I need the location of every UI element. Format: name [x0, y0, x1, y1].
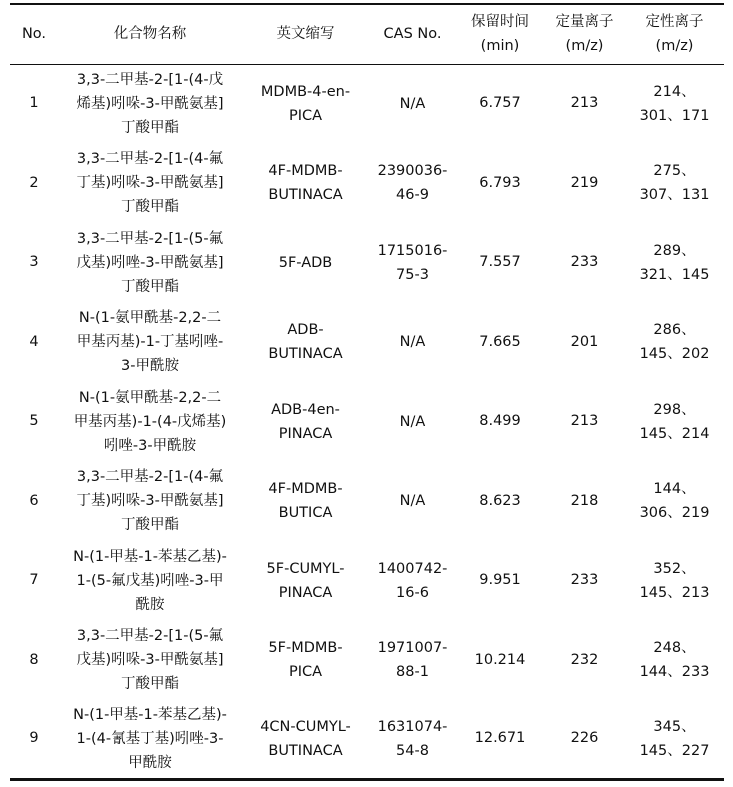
cell-abbreviation-line: BUTINACA	[268, 743, 343, 759]
cell-abbreviation-line: PICA	[288, 108, 323, 124]
table-row	[10, 700, 724, 780]
table-row	[10, 621, 724, 701]
table-row	[10, 303, 724, 383]
cell-cas-no-line: 1631074-	[377, 719, 448, 735]
cell-cas-no	[369, 700, 456, 780]
cell-compound-name-line: 甲基丙基)-1-丁基吲唑-	[76, 334, 224, 351]
cell-abbreviation	[242, 144, 369, 224]
header-qual-ion	[625, 4, 724, 64]
header-cas-no: CAS No.	[369, 4, 456, 64]
cell-abbreviation-line: 5F-MDMB-	[268, 640, 343, 657]
cell-quant-ion: 232	[570, 651, 599, 668]
cell-abbreviation-line: 5F-CUMYL-	[266, 560, 345, 577]
cell-abbreviation-line: 4F-MDMB-	[268, 481, 343, 498]
cell-compound-name	[58, 621, 242, 701]
cell-no: 8	[29, 651, 39, 668]
cell-qual-ion-line: 345、	[653, 719, 696, 735]
cell-qual-ion-line: 275、	[653, 163, 696, 180]
cell-compound-name-line: N-(1-甲基-1-苯基乙基)-	[73, 548, 227, 565]
table-row	[10, 382, 724, 462]
cell-compound-name-line: N-(1-氨甲酰基-2,2-二	[78, 389, 222, 406]
header-quant-ion-label: 定量离子	[555, 14, 614, 31]
cell-no: 6	[29, 492, 39, 509]
header-qual-ion-label: 定性离子	[645, 14, 704, 31]
cell-retention-time: 8.623	[479, 492, 521, 509]
cell-cas-no-line: 1400742-	[377, 560, 448, 577]
header-quant-ion-unit: (m/z)	[565, 38, 604, 55]
cell-abbreviation	[242, 223, 369, 303]
cell-abbreviation-line: PINACA	[278, 584, 333, 601]
cell-compound-name-line: 丁酸甲酯	[121, 278, 179, 295]
cell-abbreviation	[242, 621, 369, 701]
cell-compound-name-line: 烯基)吲哚-3-甲酰氨基]	[76, 96, 224, 112]
cell-quant-ion: 219	[570, 174, 599, 191]
cell-compound-name	[58, 541, 242, 621]
cell-qual-ion	[625, 462, 724, 542]
cell-abbreviation-line: 4CN-CUMYL-	[260, 719, 351, 735]
cell-abbreviation	[242, 462, 369, 542]
cell-abbreviation	[242, 382, 369, 462]
table-row	[10, 223, 724, 303]
table-body	[10, 64, 724, 780]
cell-compound-name-line: 3,3-二甲基-2-[1-(5-氟	[76, 628, 224, 645]
cell-cas-no	[369, 621, 456, 701]
cell-compound-name-line: 丁基)吲哚-3-甲酰氨基]	[76, 493, 224, 510]
cell-qual-ion-line: 307、131	[639, 187, 710, 204]
cell-cas-no-line: 75-3	[396, 266, 429, 283]
cell-quant-ion: 213	[570, 95, 599, 112]
cell-qual-ion-line: 145、202	[639, 346, 710, 363]
cell-cas-no-line: 88-1	[396, 664, 429, 681]
cell-qual-ion-line: 248、	[653, 640, 696, 657]
cell-qual-ion-line: 352、	[653, 560, 696, 577]
cell-cas-no-line: 1971007-	[377, 640, 448, 657]
cell-abbreviation-line: BUTINACA	[268, 346, 343, 363]
header-abbreviation: 英文缩写	[242, 4, 369, 64]
table-header	[10, 4, 724, 64]
cell-abbreviation-line: BUTINACA	[268, 187, 343, 204]
cell-compound-name-line: 1-(4-氰基丁基)吲唑-3-	[76, 731, 224, 747]
cell-compound-name-line: N-(1-甲基-1-苯基乙基)-	[73, 707, 227, 723]
cell-qual-ion-line: 298、	[653, 401, 696, 418]
cell-qual-ion-line: 321、145	[639, 266, 710, 283]
cell-qual-ion	[625, 382, 724, 462]
header-retention-time	[456, 4, 544, 64]
cell-compound-name-line: 3-甲酰胺	[121, 358, 179, 375]
cell-qual-ion-line: 289、	[653, 242, 696, 259]
cell-compound-name-line: N-(1-氨甲酰基-2,2-二	[78, 310, 222, 327]
cell-no: 7	[29, 572, 39, 588]
cell-abbreviation-line: 4F-MDMB-	[268, 163, 343, 180]
cell-cas-no	[369, 541, 456, 621]
cell-quant-ion: 218	[570, 492, 599, 509]
cell-compound-name-line: 甲基丙基)-1-(4-戊烯基)	[73, 413, 227, 430]
cell-qual-ion	[625, 541, 724, 621]
cell-abbreviation-line: PICA	[288, 664, 323, 681]
cell-compound-name	[58, 144, 242, 224]
cell-abbreviation	[242, 700, 369, 780]
cell-compound-name-line: 丁酸甲酯	[121, 517, 179, 534]
cell-qual-ion-line: 306、219	[639, 505, 710, 522]
cell-cas-no-line: 1715016-	[377, 242, 448, 259]
cell-compound-name-line: 丁酸甲酯	[121, 199, 179, 216]
header-retention-time-unit: (min)	[480, 38, 520, 55]
cell-compound-name-line: 1-(5-氟戊基)吲唑-3-甲	[76, 572, 224, 589]
cell-compound-name	[58, 700, 242, 780]
cell-qual-ion	[625, 621, 724, 701]
cell-abbreviation-line: PINACA	[278, 425, 333, 442]
cell-cas-no	[369, 462, 456, 542]
header-quant-ion	[544, 4, 625, 64]
cell-qual-ion-line: 286、	[653, 322, 696, 339]
cell-qual-ion	[625, 64, 724, 144]
cell-no: 4	[29, 333, 39, 350]
cell-cas-no-line: 2390036-	[377, 163, 448, 180]
header-qual-ion-unit: (m/z)	[655, 38, 694, 55]
cell-cas-no-line: N/A	[399, 334, 426, 351]
cell-cas-no-line: N/A	[399, 493, 426, 510]
compound-table	[10, 3, 724, 781]
cell-compound-name-line: 吲唑-3-甲酰胺	[103, 437, 197, 454]
cell-no: 1	[29, 95, 39, 112]
cell-compound-name-line: 戊基)吲哚-3-甲酰氨基]	[76, 652, 224, 669]
cell-qual-ion-line: 145、213	[639, 584, 710, 601]
cell-cas-no-line: N/A	[399, 413, 426, 430]
cell-retention-time: 7.557	[479, 254, 521, 270]
cell-compound-name-line: 3,3-二甲基-2-[1-(4-戊	[76, 72, 224, 88]
cell-compound-name-line: 3,3-二甲基-2-[1-(4-氟	[76, 469, 224, 486]
cell-qual-ion-line: 145、227	[639, 743, 710, 759]
cell-qual-ion-line: 144、233	[639, 664, 710, 681]
cell-compound-name-line: 戊基)吲唑-3-甲酰氨基]	[76, 254, 224, 271]
cell-no: 3	[29, 254, 39, 270]
cell-compound-name	[58, 382, 242, 462]
cell-no: 2	[29, 174, 39, 191]
cell-quant-ion: 213	[570, 413, 599, 429]
cell-abbreviation-line: BUTICA	[278, 505, 333, 522]
cell-compound-name	[58, 462, 242, 542]
cell-cas-no-line: 16-6	[396, 584, 429, 601]
cell-compound-name	[58, 64, 242, 144]
header-retention-time-label: 保留时间	[471, 14, 529, 31]
cell-cas-no-line: 54-8	[396, 743, 429, 759]
cell-abbreviation-line: ADB-4en-	[271, 401, 340, 418]
cell-abbreviation-line: ADB-	[287, 322, 324, 339]
cell-compound-name	[58, 223, 242, 303]
cell-retention-time: 10.214	[474, 651, 526, 668]
table-row	[10, 64, 724, 144]
cell-cas-no	[369, 64, 456, 144]
cell-cas-no	[369, 223, 456, 303]
cell-compound-name-line: 丁基)吲哚-3-甲酰氨基]	[76, 175, 224, 192]
cell-cas-no	[369, 303, 456, 383]
cell-quant-ion: 233	[570, 254, 599, 270]
cell-qual-ion	[625, 303, 724, 383]
cell-cas-no-line: N/A	[399, 96, 426, 112]
header-row	[10, 4, 724, 64]
cell-qual-ion-line: 145、214	[639, 425, 710, 442]
cell-compound-name	[58, 303, 242, 383]
cell-retention-time: 6.757	[479, 95, 521, 112]
cell-compound-name-line: 甲酰胺	[128, 755, 172, 771]
cell-retention-time: 8.499	[479, 413, 521, 429]
cell-abbreviation	[242, 64, 369, 144]
cell-quant-ion: 226	[544, 700, 625, 780]
cell-qual-ion	[625, 700, 724, 780]
cell-retention-time: 7.665	[479, 333, 521, 350]
cell-quant-ion: 233	[570, 572, 599, 588]
cell-compound-name-line: 丁酸甲酯	[121, 676, 179, 693]
cell-compound-name-line: 丁酸甲酯	[121, 120, 179, 136]
cell-abbreviation-line: 5F-ADB	[278, 254, 333, 271]
table-row	[10, 462, 724, 542]
cell-compound-name-line: 3,3-二甲基-2-[1-(4-氟	[76, 151, 224, 168]
cell-qual-ion	[625, 144, 724, 224]
cell-qual-ion-line: 301、171	[639, 108, 710, 124]
cell-no: 5	[29, 413, 39, 429]
cell-abbreviation	[242, 303, 369, 383]
cell-retention-time: 12.671	[456, 700, 544, 780]
table-row	[10, 144, 724, 224]
cell-no: 9	[10, 700, 58, 780]
cell-cas-no	[369, 144, 456, 224]
cell-quant-ion: 201	[570, 333, 599, 350]
cell-abbreviation-line: MDMB-4-en-	[260, 84, 351, 100]
cell-retention-time: 9.951	[479, 572, 521, 588]
cell-qual-ion-line: 144、	[653, 481, 696, 498]
cell-retention-time: 6.793	[479, 174, 521, 191]
cell-compound-name-line: 酰胺	[135, 596, 165, 613]
cell-abbreviation	[242, 541, 369, 621]
cell-cas-no-line: 46-9	[396, 187, 429, 204]
cell-qual-ion-line: 214、	[653, 84, 696, 100]
cell-compound-name-line: 3,3-二甲基-2-[1-(5-氟	[76, 230, 224, 247]
header-compound-name: 化合物名称	[58, 4, 242, 64]
cell-cas-no	[369, 382, 456, 462]
table-row	[10, 541, 724, 621]
header-no: No.	[10, 4, 58, 64]
cell-qual-ion	[625, 223, 724, 303]
